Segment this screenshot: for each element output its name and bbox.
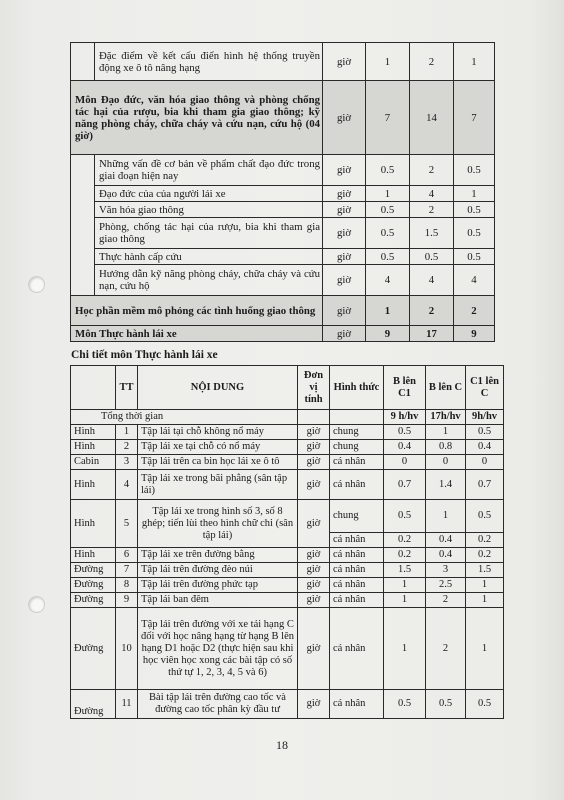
table-row: Thực hành cấp cứu giờ 0.5 0.5 0.5 xyxy=(71,249,495,265)
table-row: Đường 9 Tập lái ban đêm giờ cá nhân 1 2 1 xyxy=(71,593,504,608)
table-row: Hình 5 Tập lái xe trong hình số 3, số 8 ghép; tiến lùi theo hình chữ chi (sân tập lái) giờ chung 0.5 1 0.5 xyxy=(71,500,504,533)
table-row: Môn Thực hành lái xe giờ 9 17 9 xyxy=(71,326,495,342)
header-b-c1: B lên C1 xyxy=(384,366,426,410)
table-row: Đường 8 Tập lái trên đường phức tạp giờ cá nhân 1 2.5 1 xyxy=(71,578,504,593)
punch-hole xyxy=(28,596,45,613)
header-content: NỘI DUNG xyxy=(138,366,298,410)
table-row: Hình 6 Tập lái xe trên đường bằng giờ cá nhân 0.2 0.4 0.2 xyxy=(71,548,504,563)
header-c1-c: C1 lên C xyxy=(466,366,504,410)
table-row: Hình 4 Tập lái xe trong bãi phẳng (sân tập lái) giờ cá nhân 0.7 1.4 0.7 xyxy=(71,470,504,500)
table-row: Đường 7 Tập lái trên đường đèo núi giờ cá nhân 1.5 3 1.5 xyxy=(71,563,504,578)
table-row: Hướng dẫn kỹ năng phòng cháy, chữa cháy và cứu nạn, cứu hộ giờ 4 4 4 xyxy=(71,265,495,296)
table-row: Đường 11 Bài tập lái trên đường cao tốc và đường cao tốc phân kỳ đầu tư giờ cá nhân 0.5 0.5 0.5 xyxy=(71,690,504,719)
table-row: Đường 10 Tập lái trên đường với xe tải hạng C đối với học nâng hạng từ hạng B lên hạng D1 hoặc D2 (thực hiện sau khi học viên học xong các bài tập có số thứ tự 1, 2, 3, 4, 5 và 6) giờ cá nhân 1 2 1 xyxy=(71,608,504,690)
punch-hole xyxy=(28,276,45,293)
table-row: Học phần mềm mô phỏng các tình huống giao thông giờ 1 2 2 xyxy=(71,296,495,326)
table-row: Văn hóa giao thông giờ 0.5 2 0.5 xyxy=(71,202,495,218)
table-row: Môn Đạo đức, văn hóa giao thông và phòng chống tác hại của rượu, bia khi tham gia giao thông; kỹ năng phòng cháy, chữa cháy và cứu nạn, cứu hộ (04 giờ) giờ 7 14 7 xyxy=(71,81,495,155)
table-row: Đạo đức của của người lái xe giờ 1 4 1 xyxy=(71,186,495,202)
table-header-row xyxy=(71,366,504,410)
page-number: 18 xyxy=(276,738,288,752)
table-row: Cabin 3 Tập lái trên ca bin học lái xe ô tô giờ cá nhân 0 0 0 xyxy=(71,455,504,470)
table-row: Hình 2 Tập lái xe tại chỗ có nổ máy giờ chung 0.4 0.8 0.4 xyxy=(71,440,504,455)
header-tt: TT xyxy=(116,366,138,410)
table-row: Những vấn đề cơ bản về phẩm chất đạo đức trong giai đoạn hiện nay giờ 0.5 2 0.5 xyxy=(71,155,495,186)
table-row: cá nhân 0.2 0.4 0.2 xyxy=(71,533,504,548)
curriculum-hours-table xyxy=(70,42,495,342)
section-caption: Chi tiết môn Thực hành lái xe xyxy=(71,349,218,361)
table-row: Đặc điểm về kết cấu điển hình hệ thống truyền động xe ô tô nâng hạng giờ 1 2 1 xyxy=(71,43,495,81)
table-row: Phòng, chống tác hại của rượu, bia khi tham gia giao thông giờ 0.5 1.5 0.5 xyxy=(71,218,495,249)
header-form: Hình thức xyxy=(330,366,384,410)
header-unit: Đơn vị tính xyxy=(298,366,330,410)
total-row: Tổng thời gian 9 h/hv 17h/hv 9h/hv xyxy=(71,410,504,425)
table-row: Hình 1 Tập lái tại chỗ không nổ máy giờ chung 0.5 1 0.5 xyxy=(71,425,504,440)
header-b-c: B lên C xyxy=(426,366,466,410)
driving-practice-table xyxy=(70,365,504,719)
